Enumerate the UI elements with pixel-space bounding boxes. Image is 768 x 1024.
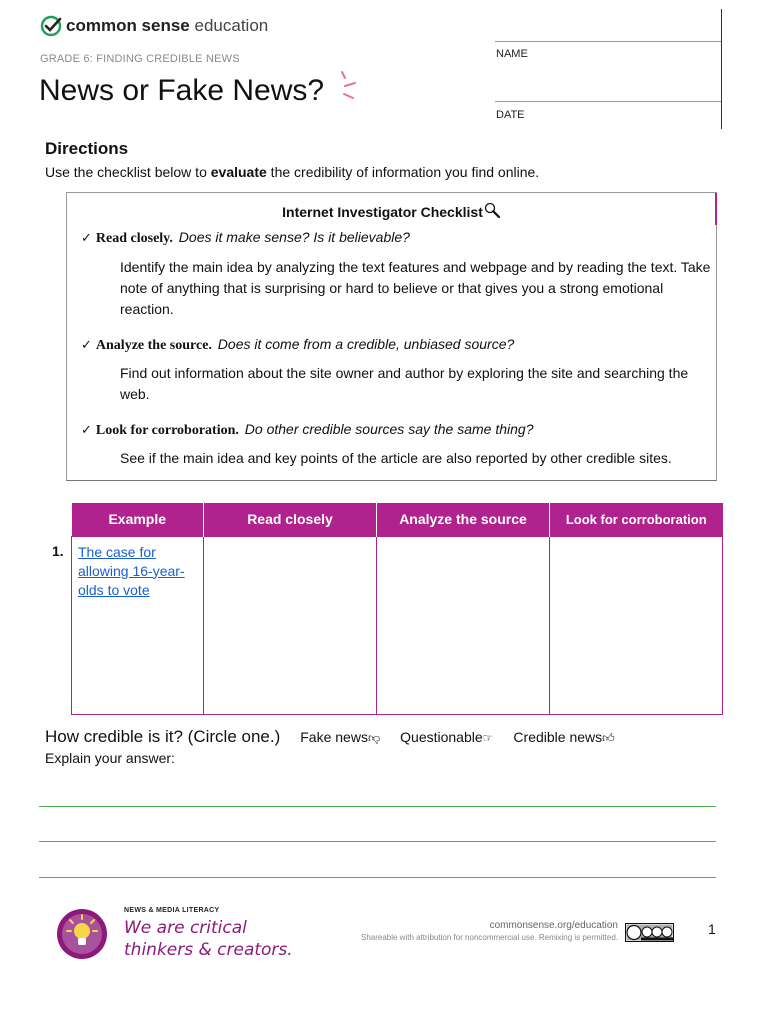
header-read-closely: Read closely: [204, 503, 377, 536]
sparkle-icon: [338, 68, 360, 102]
credibility-question: How credible is it? (Circle one.) Fake news👎︎ Questionable☞ Credible news👍︎: [45, 727, 615, 746]
checklist-title: Internet Investigator Checklist: [67, 202, 716, 220]
footer-category: NEWS & MEDIA LITERACY: [124, 907, 220, 914]
header-example: Example: [72, 503, 204, 536]
evaluation-table: [71, 503, 723, 715]
directions-text: Use the checklist below to evaluate the credibility of information you find online.: [45, 164, 540, 180]
page-number: 1: [708, 921, 716, 937]
option-questionable[interactable]: Questionable☞: [400, 729, 494, 745]
example-cell: [72, 536, 204, 714]
creative-commons-icon: [625, 923, 674, 942]
name-line: [495, 41, 721, 42]
brand-suffix: education: [194, 16, 269, 35]
option-fake-news[interactable]: Fake news👎︎: [300, 729, 381, 745]
date-line: [495, 101, 721, 102]
checkmark-icon: ✓: [81, 423, 92, 438]
thumbs-up-icon: 👍︎: [602, 731, 615, 745]
read-closely-cell[interactable]: [204, 536, 377, 714]
checklist-box: [66, 192, 717, 481]
option-credible-news[interactable]: Credible news👍︎: [513, 729, 615, 745]
checklist-item-body: Identify the main idea by analyzing the text features and webpage and by reading the text. Take note of anything that is surprising or hard to believe or that gives you a strong emotional reaction.: [120, 259, 711, 317]
row-number: 1.: [52, 543, 64, 559]
analyze-source-cell[interactable]: [377, 536, 550, 714]
page-title: News or Fake News?: [39, 74, 325, 107]
check-circle-icon: [40, 15, 62, 37]
name-label: NAME: [496, 48, 528, 60]
lightbulb-badge-icon: [56, 908, 108, 960]
footer-license-text: Shareable with attribution for noncommercial use. Remixing is permitted.: [360, 933, 618, 942]
brand-name: common sense: [66, 16, 190, 35]
point-right-icon: ☞: [482, 731, 494, 745]
header-analyze-source: Analyze the source: [377, 503, 550, 536]
date-label: DATE: [496, 109, 525, 121]
header-divider: [721, 9, 722, 129]
header-corroboration: Look for corroboration: [550, 503, 723, 536]
answer-line[interactable]: [39, 806, 716, 807]
checklist-item-body: Find out information about the site owner and author by exploring the site and searching the web.: [120, 365, 689, 402]
checklist-item-read-closely: ✓ Read closely. Does it make sense? Is it believable?: [81, 229, 410, 246]
checkmark-icon: ✓: [81, 231, 92, 246]
grade-label: GRADE 6: FINDING CREDIBLE NEWS: [40, 53, 240, 65]
checklist-item-corroboration: ✓ Look for corroboration. Do other credible sources say the same thing?: [81, 421, 534, 438]
answer-line[interactable]: [39, 841, 716, 842]
explain-label: Explain your answer:: [45, 750, 175, 766]
checklist-item-body: See if the main idea and key points of the article are also reported by other credible sites.: [120, 450, 672, 466]
corroboration-cell[interactable]: [550, 536, 723, 714]
footer-url[interactable]: commonsense.org/education: [489, 920, 618, 931]
common-sense-logo: [40, 15, 268, 37]
thumbs-down-icon: 👎︎: [367, 731, 381, 745]
answer-line[interactable]: [39, 877, 716, 878]
magnifier-icon: [483, 202, 501, 220]
table-row: [72, 536, 723, 714]
footer-tagline: We are critical thinkers & creators.: [124, 918, 293, 960]
table-header-row: [72, 503, 723, 536]
checkmark-icon: ✓: [81, 338, 92, 353]
checklist-item-analyze-source: ✓ Analyze the source. Does it come from a credible, unbiased source?: [81, 336, 515, 353]
directions-title: Directions: [45, 139, 129, 158]
example-link[interactable]: The case for allowing 16-year-olds to vote: [78, 543, 185, 598]
